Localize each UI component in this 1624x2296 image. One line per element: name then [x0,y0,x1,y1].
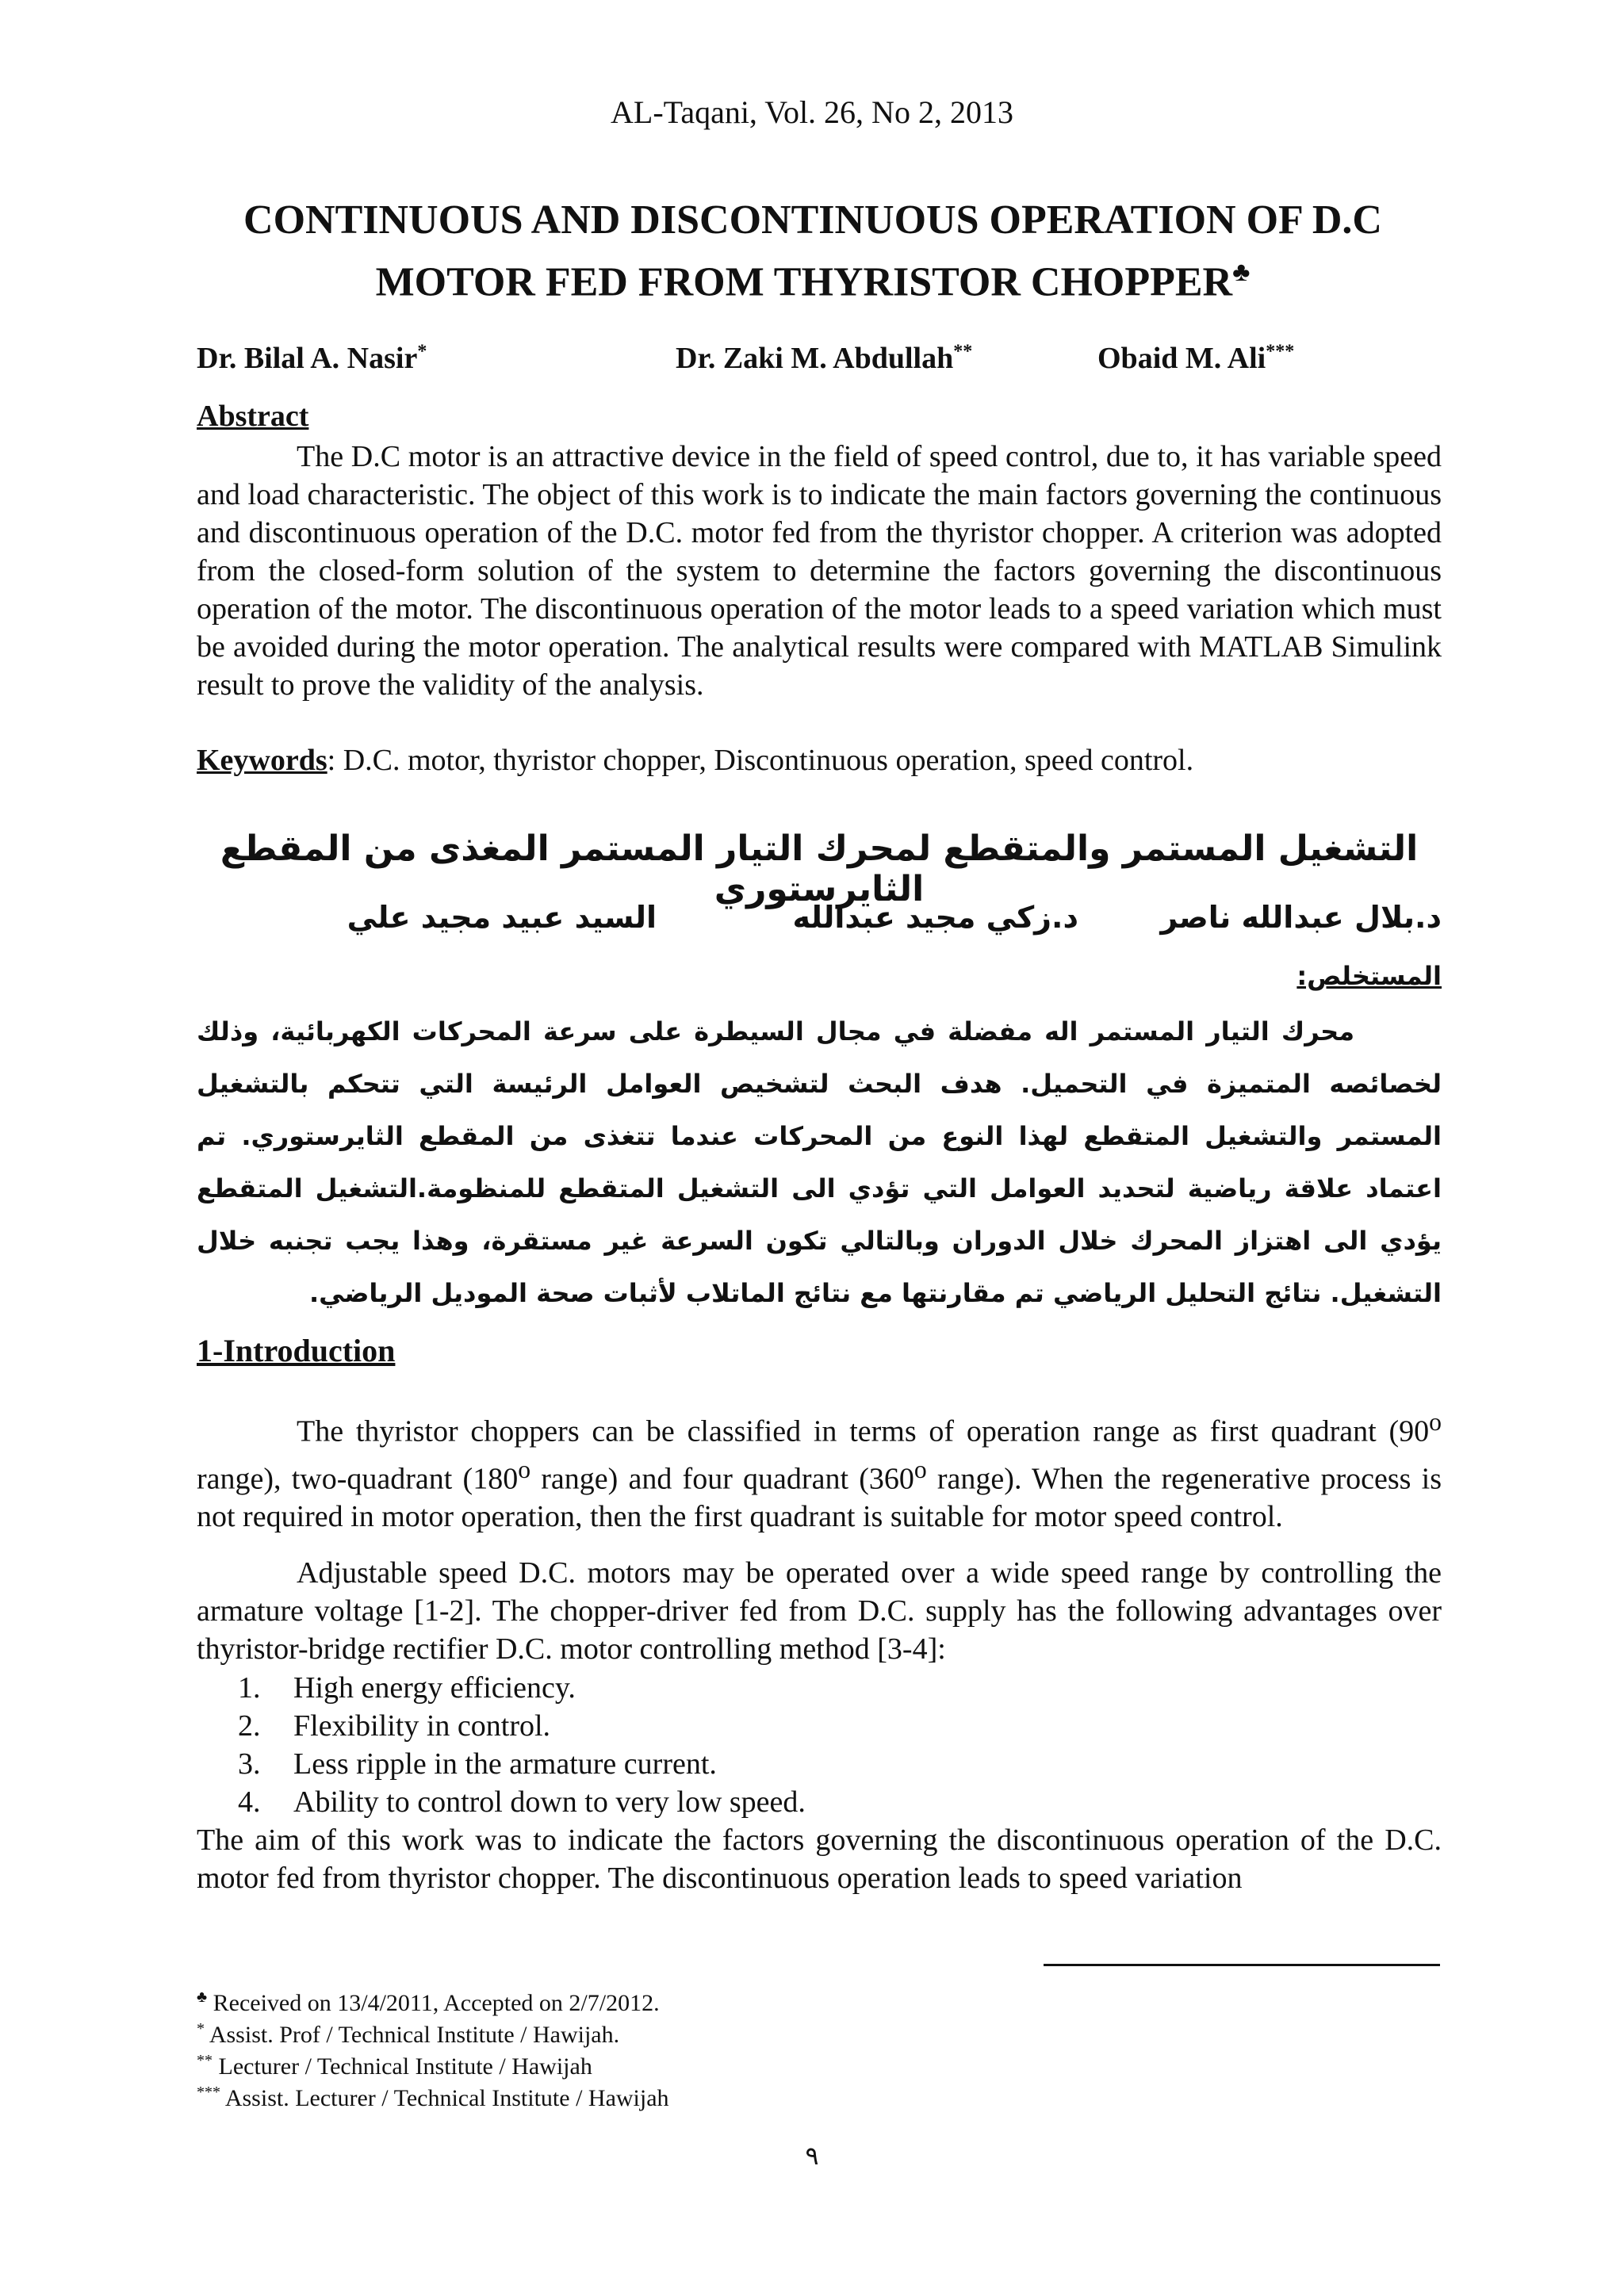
footnote-text: Lecturer / Technical Institute / Hawijah [213,2053,592,2080]
list-item [238,1707,806,1745]
arabic-abstract-text: محرك التيار المستمر اله مفضلة في مجال السيطرة على سرعة المحركات الكهربائية، وذلك لخصائصه المتميزة في التحميل. هدف البحث لتشخيص العوامل الرئيسة التي تتحكم بالتشغيل المستمر والتشغيل المتقطع لهذا النوع من المحركات عندما تتغذى من المقطع الثايرستوري. تم اعتماد علاقة رياضية لتحديد العوامل التي تؤدي الى التشغيل المتقطع للمنظومة.التشغيل المتقطع يؤدي الى اهتزاز المحرك خلال الدوران وبالتالي تكون السرعة غير مستقرة، وهذا يجب تجنبه خلال التشغيل. نتائج التحليل الرياضي تم مقارنتها مع نتائج الماتلاب لأثبات صحة الموديل الرياضي. [197,1016,1442,1308]
list-item [238,1783,806,1821]
list-text: Less ripple in the armature current. [293,1747,717,1781]
title-line-2: MOTOR FED FROM THYRISTOR CHOPPER [375,259,1233,305]
arabic-author-2: د.زكي مجيد عبدالله [792,900,1078,935]
intro-p1-part-b: range), two-quadrant (180 [197,1462,519,1496]
footnote-mark: ♣ [197,1988,208,2006]
intro-p1-part-c: range) and four quadrant (360 [530,1462,914,1496]
abstract-heading: Abstract [197,400,309,433]
footnote-text: Assist. Prof / Technical Institute / Hawijah. [205,2022,620,2048]
paper-title [159,194,1467,308]
footnote-author-2 [197,2052,592,2080]
footnote-mark: *** [197,2084,220,2101]
keywords-label: Keywords [197,744,327,777]
list-item [238,1669,806,1707]
footnote-author-3 [197,2084,669,2112]
introduction-paragraph-1 [197,1403,1442,1536]
author-3-mark: *** [1266,341,1295,362]
author-2 [676,341,972,376]
degree-mark: o [914,1455,927,1483]
journal-header: AL-Taqani, Vol. 26, No 2, 2013 [611,94,1013,130]
degree-mark: o [518,1455,531,1483]
list-item [238,1745,806,1783]
keywords-text: : D.C. motor, thyristor chopper, Discontinuous operation, speed control. [327,744,1194,777]
author-1-name: Dr. Bilal A. Nasir [197,342,418,375]
list-text: High energy efficiency. [293,1671,576,1705]
title-line-2-wrap [159,247,1467,308]
footnote-text: Assist. Lecturer / Technical Institute / Hawijah [220,2085,669,2111]
list-text: Ability to control down to very low speed. [293,1785,806,1819]
title-line-1: CONTINUOUS AND DISCONTINUOUS OPERATION OF D.C [243,197,1382,243]
intro-p1-part-d: range). When the regenerative process is not required in motor operation, then the first quadrant is suitable for motor speed control. [197,1462,1442,1534]
introduction-paragraph-3: The aim of this work was to indicate the factors governing the discontinuous operation of the D.C. motor fed from thyristor chopper. The discontinuous operation leads to speed variation [197,1823,1442,1895]
arabic-title: التشغيل المستمر والمتقطع لمحرك التيار المستمر المغذى من المقطع الثايرستوري [220,828,1419,909]
author-2-mark: ** [953,341,973,362]
list-number: 3. [238,1747,261,1781]
arabic-author-3: السيد عبيد مجيد علي [347,900,657,935]
introduction-paragraph-2: Adjustable speed D.C. motors may be operated over a wide speed range by controlling the armature voltage [1-2]. The chopper-driver fed from D.C. supply has the following advantages over thyristor-bridge rectifier D.C. motor controlling method [3-4]: [197,1556,1442,1666]
footnote-divider [1044,1964,1440,1966]
list-number: 4. [238,1785,261,1819]
arabic-author-1: د.بلال عبدالله ناصر [1160,900,1442,935]
degree-mark: o [1429,1408,1442,1436]
author-2-name: Dr. Zaki M. Abdullah [676,342,954,375]
abstract-text: The D.C motor is an attractive device in the field of speed control, due to, it has variable speed and load characteristic. The object of this work is to indicate the main factors governing the continuous and discontinuous operation of the D.C. motor fed from the thyristor chopper. A criterion was adopted from the closed-form solution of the system to determine the factors governing the discontinuous operation of the motor. The discontinuous operation of the motor leads to a speed variation which must be avoided during the motor operation. The analytical results were compared with MATLAB Simulink result to prove the validity of the analysis. [197,440,1442,702]
author-3 [1097,341,1294,376]
advantages-list [238,1669,806,1821]
page-number: ٩ [805,2141,819,2171]
title-footnote-mark: ♣ [1232,258,1251,287]
arabic-abstract-heading: المستخلص: [1297,961,1442,991]
author-3-name: Obaid M. Ali [1097,342,1266,375]
footnote-author-1 [197,2020,619,2049]
footnote-received [197,1988,660,2017]
footnote-mark: * [197,2020,205,2038]
list-number: 1. [238,1671,261,1705]
footnote-text: Received on 13/4/2011, Accepted on 2/7/2012. [207,1990,660,2016]
list-text: Flexibility in control. [293,1709,551,1743]
keywords-line [197,743,1442,778]
intro-p1-part-a: The thyristor choppers can be classified in terms of operation range as first quadrant (90 [297,1414,1430,1448]
introduction-heading: 1-Introduction [197,1333,396,1368]
author-1 [197,341,427,376]
list-number: 2. [238,1709,261,1743]
footnote-mark: ** [197,2052,213,2069]
author-1-mark: * [417,341,427,362]
